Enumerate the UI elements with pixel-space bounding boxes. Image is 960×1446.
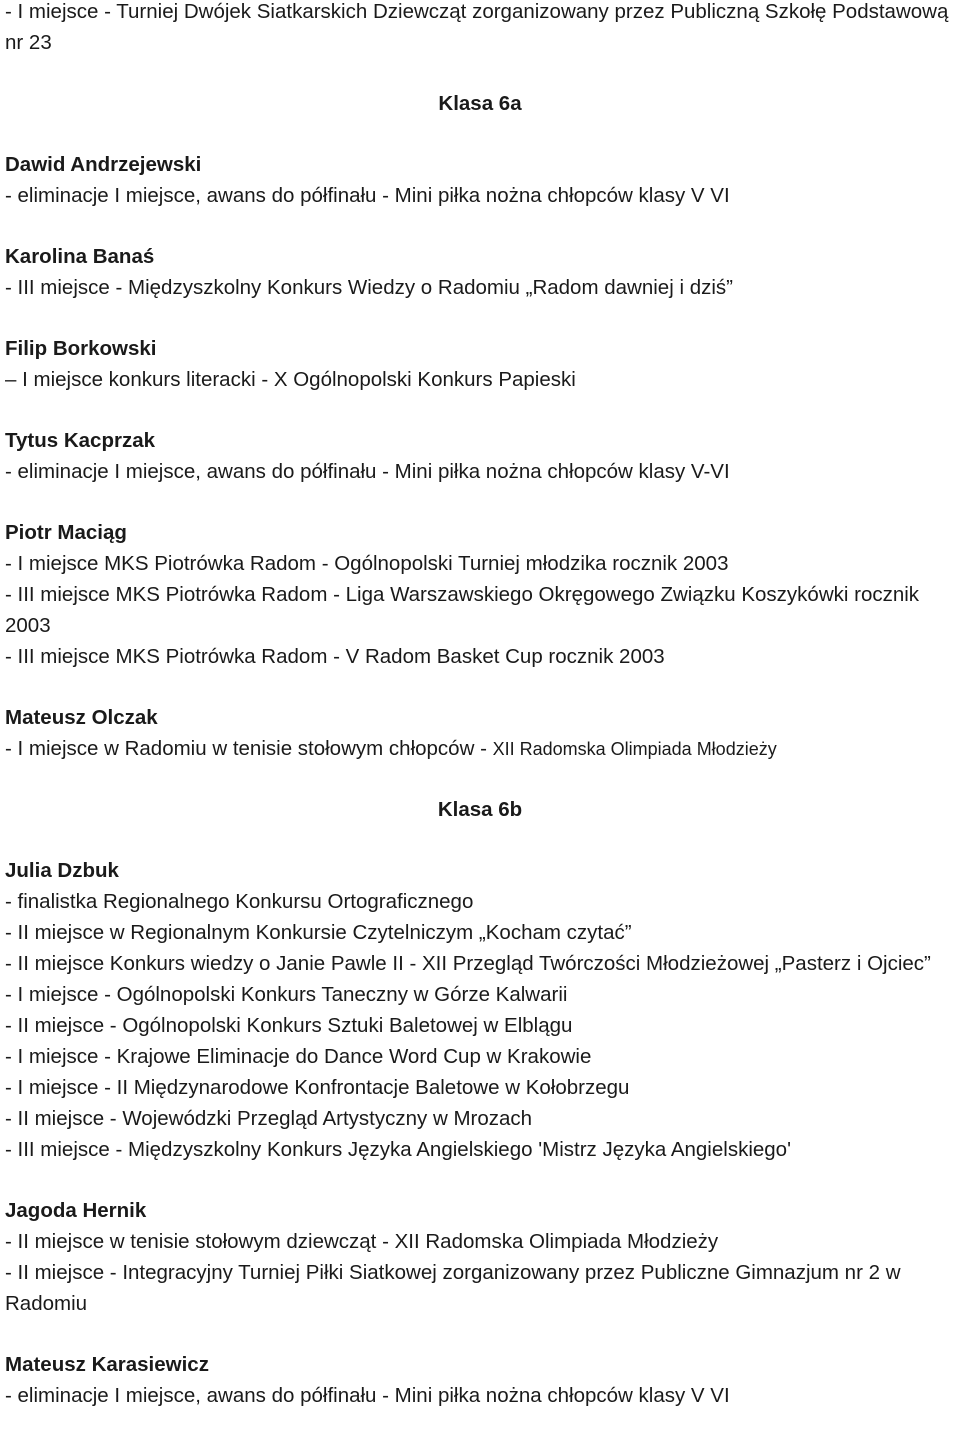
achievement-text: - I miejsce w Radomiu w tenisie stołowym chłopców - bbox=[5, 737, 493, 760]
achievement-line: - eliminacje I miejsce, awans do półfinału - Mini piłka nożna chłopców klasy V VI bbox=[5, 184, 730, 207]
student-entry bbox=[5, 149, 955, 211]
student-name: Karolina Banaś bbox=[5, 245, 155, 268]
achievement-line: - II miejsce - Ogólnopolski Konkurs Sztuki Baletowej w Elblągu bbox=[5, 1014, 573, 1037]
student-entry bbox=[5, 1195, 955, 1319]
document-page bbox=[5, 0, 955, 1411]
student-name: Mateusz Karasiewicz bbox=[5, 1353, 209, 1376]
achievement-line: - III miejsce MKS Piotrówka Radom - V Radom Basket Cup rocznik 2003 bbox=[5, 645, 665, 668]
section-heading-6a: Klasa 6a bbox=[438, 92, 522, 115]
student-entry bbox=[5, 855, 955, 1165]
intro-achievement: - I miejsce - Turniej Dwójek Siatkarskich Dziewcząt zorganizowany przez Publiczną Szkołę Podstawową nr 23 bbox=[5, 0, 949, 54]
student-name: Dawid Andrzejewski bbox=[5, 153, 202, 176]
achievement-line: - II miejsce w Regionalnym Konkursie Czytelniczym „Kocham czytać” bbox=[5, 921, 632, 944]
achievement-line: - eliminacje I miejsce, awans do półfinału - Mini piłka nożna chłopców klasy V-VI bbox=[5, 460, 730, 483]
student-name: Julia Dzbuk bbox=[5, 859, 119, 882]
student-name: Tytus Kacprzak bbox=[5, 429, 156, 452]
student-entry bbox=[5, 1349, 955, 1411]
achievement-line: - II miejsce w tenisie stołowym dziewcząt - XII Radomska Olimpiada Młodzieży bbox=[5, 1230, 719, 1253]
achievement-line: - I miejsce - Krajowe Eliminacje do Dance Word Cup w Krakowie bbox=[5, 1045, 592, 1068]
achievement-line: - III miejsce MKS Piotrówka Radom - Liga Warszawskiego Okręgowego Związku Koszykówki rocznik 2003 bbox=[5, 583, 920, 637]
student-entry bbox=[5, 333, 955, 395]
achievement-line bbox=[5, 733, 955, 764]
achievement-line: - I miejsce - Ogólnopolski Konkurs Taneczny w Górze Kalwarii bbox=[5, 983, 568, 1006]
student-entry bbox=[5, 425, 955, 487]
student-entry bbox=[5, 517, 955, 672]
student-name: Piotr Maciąg bbox=[5, 521, 127, 544]
student-name: Jagoda Hernik bbox=[5, 1199, 147, 1222]
student-name: Mateusz Olczak bbox=[5, 706, 158, 729]
achievement-line: - I miejsce MKS Piotrówka Radom - Ogólnopolski Turniej młodzika rocznik 2003 bbox=[5, 552, 729, 575]
section-heading-6b: Klasa 6b bbox=[437, 798, 523, 821]
achievement-line: - III miejsce - Międzyszkolny Konkurs Języka Angielskiego 'Mistrz Języka Angielskiego' bbox=[5, 1138, 791, 1161]
achievement-line: - II miejsce Konkurs wiedzy o Janie Pawle II - XII Przegląd Twórczości Młodzieżowej „Pasterz i Ojciec” bbox=[5, 952, 931, 975]
student-entry bbox=[5, 241, 955, 303]
achievement-line: - II miejsce - Integracyjny Turniej Piłki Siatkowej zorganizowany przez Publiczne Gimnazjum nr 2 w Radomiu bbox=[5, 1261, 901, 1315]
achievement-line: - finalistka Regionalnego Konkursu Ortograficznego bbox=[5, 890, 474, 913]
achievement-event: XII Radomska Olimpiada Młodzieży bbox=[492, 739, 777, 759]
achievement-line: - I miejsce - II Międzynarodowe Konfrontacje Baletowe w Kołobrzegu bbox=[5, 1076, 630, 1099]
achievement-line: – I miejsce konkurs literacki - X Ogólnopolski Konkurs Papieski bbox=[5, 368, 576, 391]
student-entry bbox=[5, 702, 955, 764]
achievement-line: - III miejsce - Międzyszkolny Konkurs Wiedzy o Radomiu „Radom dawniej i dziś” bbox=[5, 276, 733, 299]
achievement-line: - eliminacje I miejsce, awans do półfinału - Mini piłka nożna chłopców klasy V VI bbox=[5, 1384, 730, 1407]
student-name: Filip Borkowski bbox=[5, 337, 157, 360]
achievement-line: - II miejsce - Wojewódzki Przegląd Artystyczny w Mrozach bbox=[5, 1107, 533, 1130]
